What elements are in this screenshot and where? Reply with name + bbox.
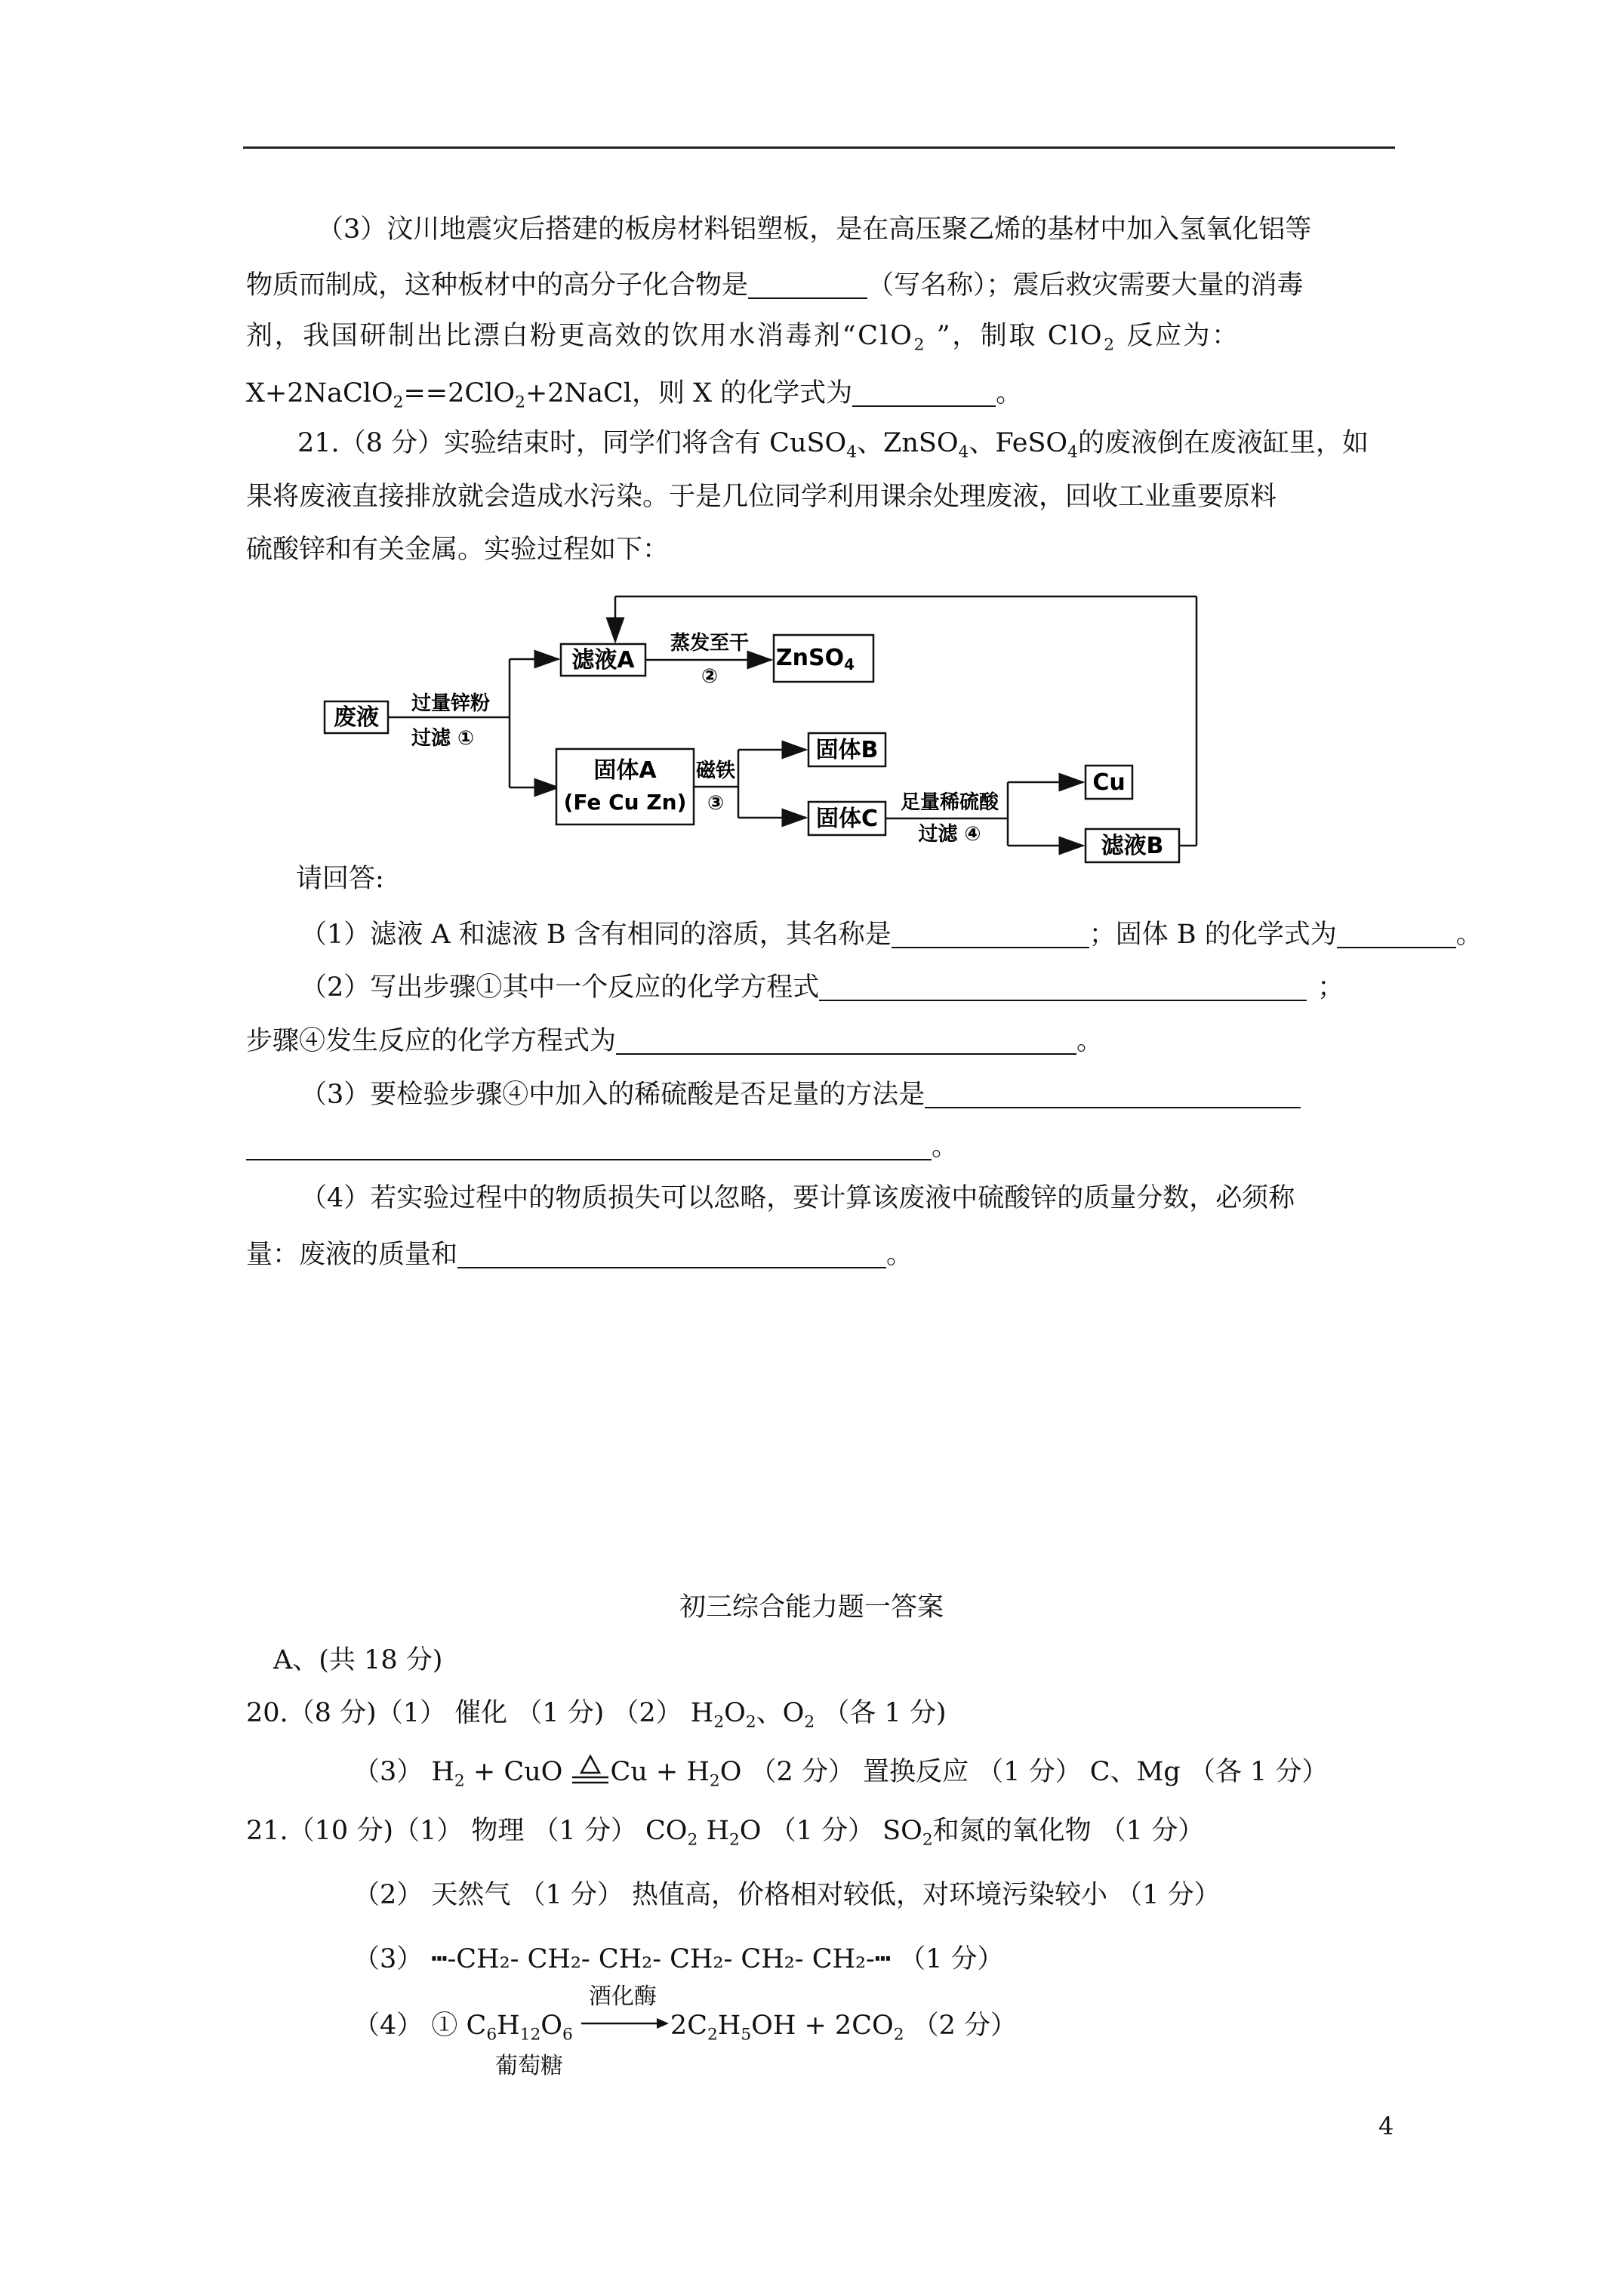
question-3-cont: 。 (246, 1131, 958, 1160)
step1-bottom-label: 过滤 ① (411, 727, 475, 750)
step3-bottom-label: ③ (707, 792, 725, 815)
solid-b-label: 固体B (815, 737, 879, 763)
question-1: （1）滤液 A 和滤液 B 含有相同的溶质，其名称是 ；固体 B 的化学式为 。 (300, 919, 1483, 950)
heat-condition-symbol (571, 1755, 610, 1786)
q21-line2: 果将废液直接排放就会造成水污染。于是几位同学利用课余处理废液，回收工业重要原料 (246, 482, 1277, 512)
step3-top-label: 磁铁 (695, 760, 736, 782)
waste-label: 废液 (334, 704, 379, 731)
solid-a-composition: (Fe Cu Zn) (563, 790, 687, 815)
reaction-arrow: 酒化酶 (581, 2013, 670, 2036)
question-2-step4: 步骤④发生反应的化学方程式为 。 (246, 1025, 1104, 1056)
question-4-cont: 量：废液的质量和 。 (246, 1239, 913, 1270)
question-2: （2）写出步骤①其中一个反应的化学方程式 ； (300, 972, 1344, 1003)
step4-bottom-label: 过滤 ④ (918, 823, 981, 846)
q3-line4: X+2NaClO$_2$==2ClO$_2$+2NaCl，则 X 的化学式为 。 (246, 378, 1023, 412)
page-number: 4 (1378, 2112, 1394, 2140)
process-flowchart (302, 589, 1238, 876)
answer-21-line4: （4） ① $C_6H_{12}O_6$ 酒化酶 $2C_2H_5OH + 2CO_2$ （2 分） (353, 1983, 1018, 2045)
answer-20-line1: 20.（8 分)（1） 催化 （1 分) （2） $H_2O_2$、$O_2$ （各 1 分) (246, 1698, 947, 1732)
answer-blank[interactable] (925, 1079, 1301, 1108)
answer-blank[interactable] (892, 919, 1089, 948)
znso4-label: ZnSO$_4$ (775, 645, 855, 673)
cu-label: Cu (1092, 769, 1126, 796)
answer-blank[interactable] (852, 378, 996, 407)
answer-blank[interactable] (616, 1025, 1076, 1055)
header-rule (243, 146, 1395, 149)
step2-bottom-label: ② (701, 665, 719, 688)
answers-title: 初三综合能力题一答案 (679, 1592, 944, 1623)
filtrate-b-label: 滤液B (1101, 833, 1164, 859)
step4-top-label: 足量稀硫酸 (900, 791, 999, 814)
q3-line2: 物质而制成，这种板材中的高分子化合物是 （写名称）；震后救灾需要大量的消毒 (246, 270, 1304, 300)
filtrate-a-label: 滤液A (571, 647, 635, 673)
answer-21-line2: （2） 天然气 （1 分） 热值高，价格相对较低，对环境污染较小 （1 分） (353, 1880, 1221, 1910)
answer-21-line1: 21.（10 分)（1） 物理 （1 分） $CO_2$ $H_2O$ （1 分） $SO_2$和氮的氧化物 （1 分） (246, 1816, 1205, 1850)
q3-line1: （3）汶川地震灾后搭建的板房材料铝塑板，是在高压聚乙烯的基材中加入氢氧化铝等 (317, 214, 1312, 245)
answers-section-a: A、(共 18 分) (273, 1645, 443, 1675)
answer-intro: 请回答: (296, 864, 384, 894)
answer-20-line3: （3） $H_2$ + CuO $Cu + H_2O$ （2 分） 置换反应 （1 分） C、Mg （各 1 分） (353, 1755, 1328, 1786)
answer-blank[interactable] (457, 1239, 886, 1268)
answer-blank[interactable] (246, 1131, 932, 1160)
answer-blank[interactable] (1337, 919, 1456, 948)
question-4: （4）若实验过程中的物质损失可以忽略，要计算该废液中硫酸锌的质量分数，必须称 (300, 1183, 1295, 1213)
q21-line3: 硫酸锌和有关金属。实验过程如下： (246, 535, 670, 565)
step2-top-label: 蒸发至干 (670, 632, 750, 655)
step1-top-label: 过量锌粉 (411, 692, 491, 715)
glucose-label: 葡萄糖 (495, 2053, 563, 2079)
question-3: （3）要检验步骤④中加入的稀硫酸是否足量的方法是 (300, 1079, 1301, 1108)
answer-21-line3: （3） ┅-CH₂- CH₂- CH₂- CH₂- CH₂- CH₂-┅ （1 分） (353, 1944, 1004, 1974)
answer-blank[interactable] (748, 270, 867, 299)
solid-c-label: 固体C (815, 806, 879, 832)
q3-line3: 剂，我国研制出比漂白粉更高效的饮用水消毒剂“ClO$_2$ ”，制取 ClO$_2$ 反应为： (246, 321, 1240, 355)
answer-blank[interactable] (819, 972, 1307, 1001)
q21-line1: 21.（8 分）实验结束时，同学们将含有 CuSO$_4$、ZnSO$_4$、FeSO$_4$的废液倒在废液缸里，如 (297, 428, 1369, 462)
solid-a-label: 固体A (593, 757, 657, 784)
